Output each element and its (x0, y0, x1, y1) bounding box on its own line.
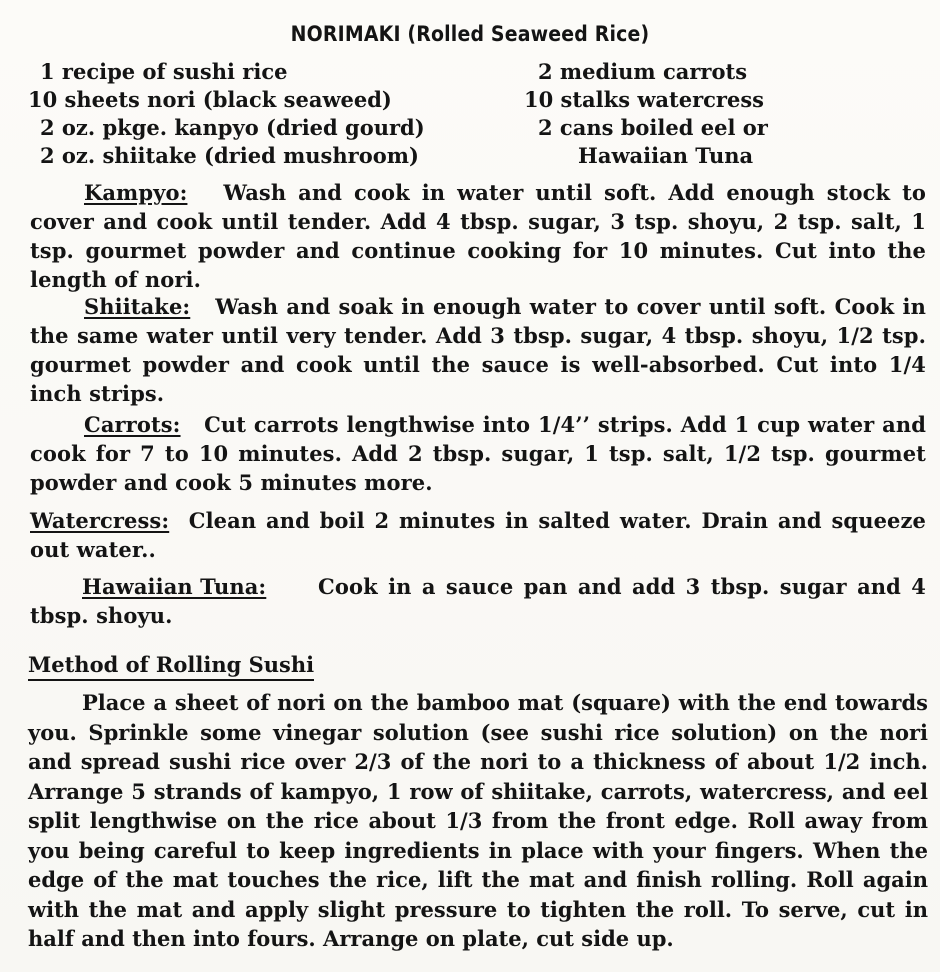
ingredient-item: 1 recipe of sushi rice (40, 59, 288, 84)
ingredients-right-column (524, 58, 768, 170)
kampyo-step (30, 178, 926, 294)
method-text-block (28, 688, 928, 954)
recipe-title: NORIMAKI (Rolled Seaweed Rice) (290, 22, 650, 46)
ingredient-item: 2 oz. pkge. kanpyo (dried gourd) (40, 115, 425, 140)
method-heading: Method of Rolling Sushi (28, 652, 314, 681)
tuna-label: Hawaiian Tuna: (82, 574, 267, 599)
tuna-step (30, 572, 926, 630)
watercress-step (30, 506, 926, 564)
shiitake-label: Shiitake: (84, 294, 191, 319)
watercress-text: Clean and boil 2 minutes in salted water. Drain and squeeze out water.. (30, 508, 926, 562)
ingredient-item: 2 oz. shiitake (dried mushroom) (40, 143, 419, 168)
ingredient-item: 10 sheets nori (black seaweed) (28, 87, 392, 112)
shiitake-text: Wash and soak in enough water to cover until soft. Cook in the same water until very tender. Add 3 tbsp. sugar, 4 tbsp. shoyu, 1/2 tsp. gourmet powder and cook until the sauce is well-absorbed. Cut into 1/4 inch strips. (30, 294, 927, 406)
ingredient-item: Hawaiian Tuna (578, 143, 754, 168)
kampyo-text: Wash and cook in water until soft. Add enough stock to cover and cook until tender. Add 4 tbsp. sugar, 3 tsp. shoyu, 2 tsp. salt, 1 tsp. gourmet powder and continue cooking for 10 minutes. Cut into the length of nori. (30, 180, 926, 292)
tuna-text: Cook in a sauce pan and add 3 tbsp. sugar and 4 tbsp. shoyu. (30, 574, 926, 628)
carrots-step (30, 410, 926, 497)
ingredient-item: 2 cans boiled eel or (538, 115, 768, 140)
ingredient-item: 2 medium carrots (538, 59, 748, 84)
ingredients-left-column (28, 58, 425, 170)
carrots-label: Carrots: (84, 412, 181, 437)
ingredients-list (0, 58, 940, 174)
watercress-label: Watercress: (30, 508, 170, 533)
method-text: Place a sheet of nori on the bamboo mat (square) with the end towards you. Sprinkle some vinegar solution (see sushi rice solution) on the nori and spread sushi rice over 2/3 of the nori to a thickness of about 1/2 inch. Arrange 5 strands of kampyo, 1 row of shiitake, carrots, watercress, and eel split lengthwise on the rice about 1/3 from the front edge. Roll away from you being careful to keep ingredients in place with your fingers. When the edge of the mat touches the rice, lift the mat and finish rolling. Roll again with the mat and apply slight pressure to tighten the roll. To serve, cut in half and then into fours. Arrange on plate, cut side up. (28, 690, 928, 951)
shiitake-step (30, 292, 926, 408)
kampyo-label: Kampyo: (84, 180, 188, 205)
ingredient-item: 10 stalks watercress (524, 87, 764, 112)
carrots-text: Cut carrots lengthwise into 1/4’’ strips. Add 1 cup water and cook for 7 to 10 minutes. Add 2 tbsp. sugar, 1 tsp. salt, 1/2 tsp. gourmet powder and cook 5 minutes more. (30, 412, 927, 495)
